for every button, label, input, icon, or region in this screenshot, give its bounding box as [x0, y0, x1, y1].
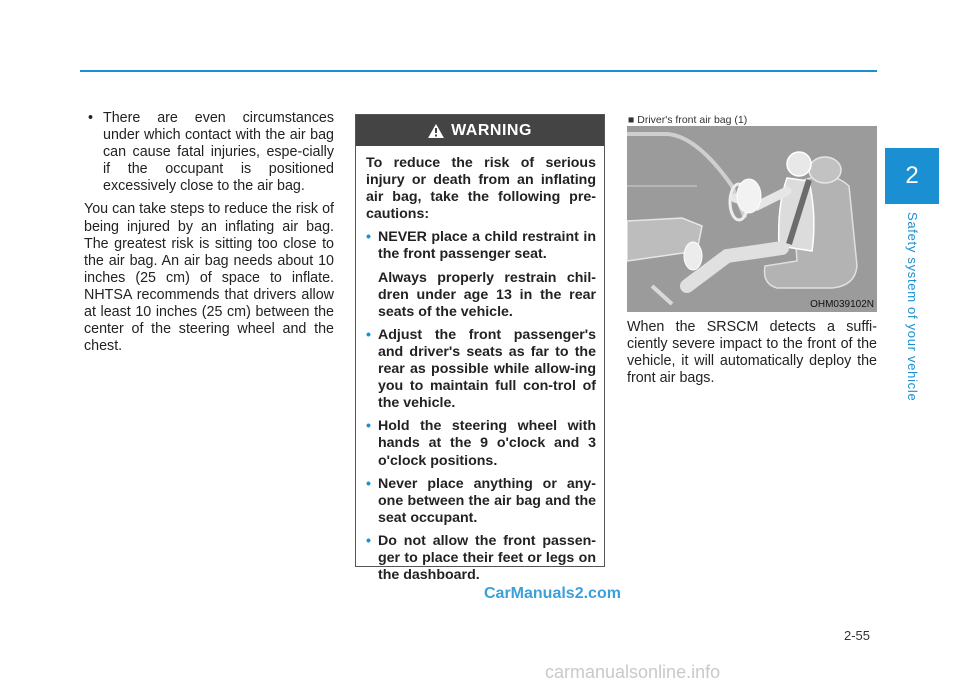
bullet-marker: •: [88, 110, 94, 126]
warning-box: [355, 114, 605, 584]
bullet-marker: •: [366, 326, 371, 343]
site-watermark[interactable]: CarManuals2.com: [484, 585, 621, 602]
airbag-illustration: [627, 126, 877, 312]
list-item: [366, 327, 596, 412]
bullet-marker: •: [366, 229, 371, 246]
list-item: [366, 476, 596, 527]
warning-triangle-icon: [428, 124, 444, 138]
page-number: 2-55: [844, 628, 871, 643]
list-item: [84, 110, 334, 195]
left-column: [84, 110, 334, 361]
header-rule: [80, 70, 877, 72]
bullet-text: There are even circumstances under which contact with the air bag can cause fatal injuries, espe-cially if the occupant is positioned excessively close to the air bag.: [103, 110, 334, 195]
driver-airbag-drawing: [627, 126, 877, 312]
body-paragraph: When the SRSCM detects a suffi-ciently severe impact to the front of the vehicle, it will automatically deploy the front air bags.: [627, 319, 877, 387]
warning-item-text: Hold the steering wheel with hands at the 9 o'clock and 3 o'clock positions.: [378, 418, 596, 469]
bullet-marker: •: [366, 532, 371, 549]
chapter-title: Safety system of your vehicle: [905, 212, 920, 402]
warning-item-text: NEVER place a child restraint in the front passenger seat.: [378, 229, 596, 263]
list-item: [366, 418, 596, 469]
figure-caption: ■ Driver's front air bag (1): [628, 114, 748, 126]
warning-header: [356, 115, 604, 146]
warning-item-text: Never place anything or any-one between the air bag and the seat occupant.: [378, 475, 596, 526]
warning-item-extra: Always properly restrain chil-dren under age 13 in the rear seats of the vehicle.: [378, 269, 596, 320]
chapter-number: 2: [905, 162, 919, 189]
bullet-marker: •: [366, 475, 371, 492]
list-item: [366, 533, 596, 584]
figure-code: OHM039102N: [810, 299, 874, 310]
footer-watermark: carmanualsonline.info: [545, 662, 721, 682]
warning-intro: To reduce the risk of serious injury or death from an inflating air bag, take the following pre-cautions:: [366, 155, 596, 223]
list-item: [366, 229, 596, 320]
warning-body: [356, 146, 604, 584]
warning-item-text: Adjust the front passenger's and driver's seats as far to the rear as possible while allow-ing you to maintain full con-trol of the vehicle.: [378, 326, 596, 412]
chapter-tab[interactable]: [885, 148, 939, 204]
warning-item-text: Do not allow the front passen-ger to place their feet or legs on the dashboard.: [378, 532, 596, 584]
bullet-marker: •: [366, 418, 371, 435]
body-paragraph: You can take steps to reduce the risk of being injured by an inflating air bag. The greatest risk is sitting too close to the air bag. An air bag needs about 10 inches (25 cm) of space to inflate. NHTSA recommends that drivers allow at least 10 inches (25 cm) between the center of the steering wheel and the chest.: [84, 201, 334, 355]
warning-title: WARNING: [451, 121, 532, 139]
